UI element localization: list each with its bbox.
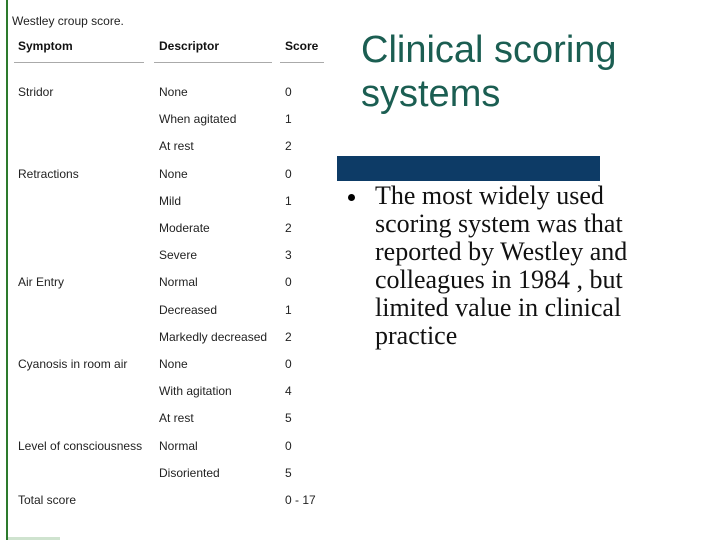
slide-title: Clinical scoring systems	[361, 29, 617, 115]
cell-descriptor: At rest	[159, 411, 194, 425]
cell-score: 0	[285, 167, 292, 181]
cell-descriptor: Severe	[159, 248, 198, 262]
westley-score-table	[10, 10, 328, 518]
cell-descriptor: Normal	[159, 439, 198, 453]
cell-score: 5	[285, 466, 292, 480]
cell-descriptor: None	[159, 85, 188, 99]
cell-score: 0	[285, 85, 292, 99]
cell-descriptor: When agitated	[159, 112, 237, 126]
cell-score: 1	[285, 112, 292, 126]
cell-descriptor: None	[159, 357, 188, 371]
cell-descriptor: Moderate	[159, 221, 210, 235]
cell-score: 2	[285, 221, 292, 235]
header-descriptor: Descriptor	[159, 39, 220, 53]
cell-descriptor: Markedly decreased	[159, 330, 268, 344]
cell-score: 1	[285, 194, 292, 208]
cell-descriptor: Disoriented	[159, 466, 220, 480]
cell-descriptor: None	[159, 167, 188, 181]
cell-descriptor: Decreased	[159, 303, 218, 317]
cell-score: 1	[285, 303, 292, 317]
header-underline-descriptor	[154, 62, 272, 63]
cell-symptom: Cyanosis in room air	[18, 357, 128, 371]
cell-descriptor: At rest	[159, 139, 194, 153]
cell-score: 3	[285, 248, 292, 262]
title-divider-bar	[337, 156, 600, 181]
table-caption: Westley croup score.	[12, 14, 124, 28]
header-underline-symptom	[14, 62, 144, 63]
cell-descriptor: With agitation	[159, 384, 232, 398]
cell-score: 0 - 17	[285, 493, 316, 507]
cell-symptom: Air Entry	[18, 275, 65, 289]
cell-score: 4	[285, 384, 292, 398]
cell-symptom: Retractions	[18, 167, 79, 181]
header-score: Score	[285, 39, 319, 53]
cell-score: 2	[285, 139, 292, 153]
cell-descriptor: Normal	[159, 275, 198, 289]
cell-symptom: Total score	[18, 493, 77, 507]
cell-symptom: Stridor	[18, 85, 54, 99]
cell-score: 0	[285, 275, 292, 289]
header-underline-score	[280, 62, 324, 63]
bullet-dot	[348, 194, 355, 201]
cell-score: 0	[285, 357, 292, 371]
cell-score: 0	[285, 439, 292, 453]
cell-descriptor: Mild	[159, 194, 182, 208]
slide-left-border	[0, 0, 8, 540]
cell-symptom: Level of consciousness	[18, 439, 143, 453]
cell-score: 2	[285, 330, 292, 344]
header-symptom: Symptom	[18, 39, 73, 53]
bullet-text: The most widely used scoring system was that reported by Westley and colleagues in 1984 , but limited value in clinical practice	[375, 181, 628, 350]
cell-score: 5	[285, 411, 292, 425]
